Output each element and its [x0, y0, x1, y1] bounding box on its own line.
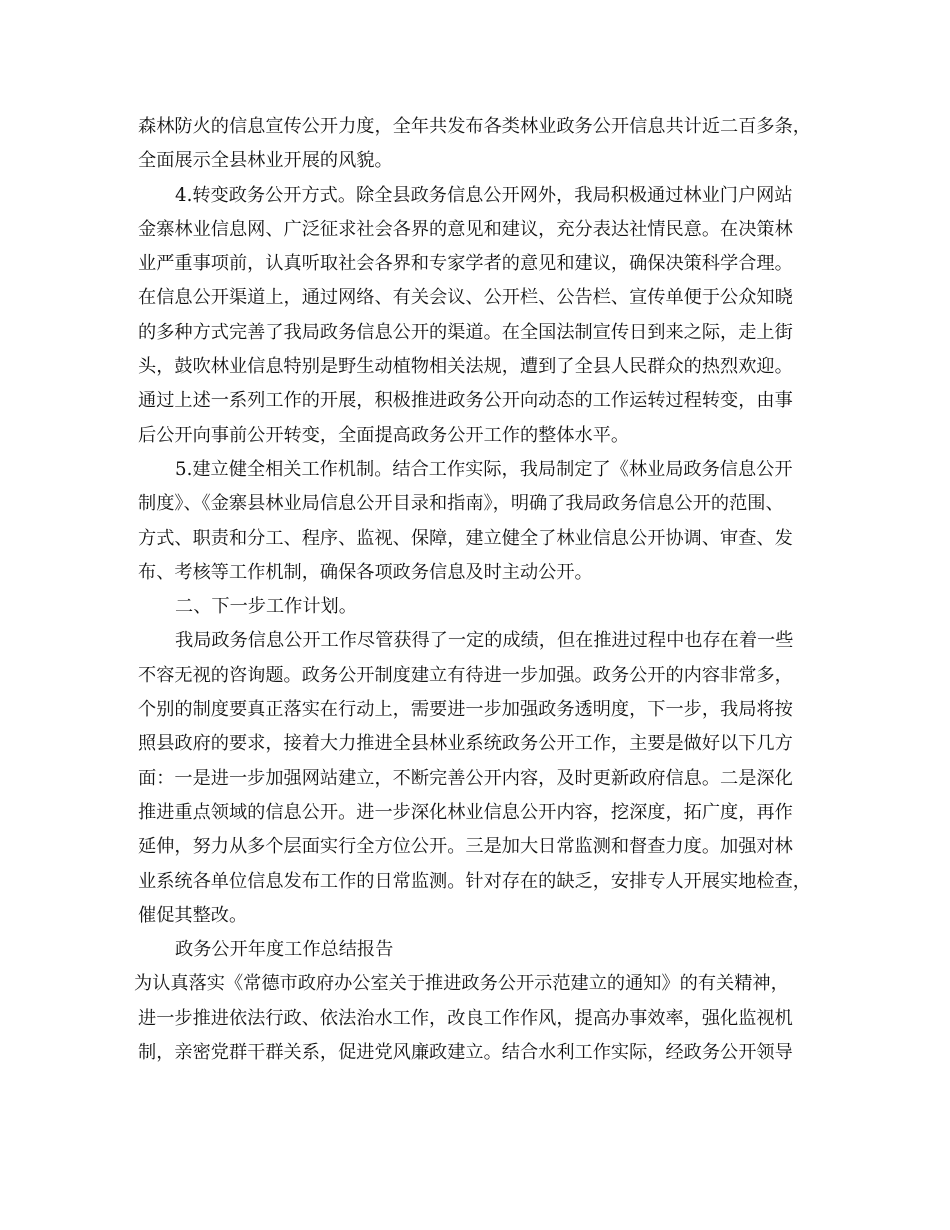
text-line: 在信息公开渠道上，通过网络、有关会议、公开栏、公告栏、宣传单便于公众知晓: [138, 287, 793, 309]
section-heading: 二、下一步工作计划。: [175, 596, 357, 618]
paragraph-start-line: 4.转变政务公开方式。除全县政务信息公开网外，我局积极通过林业门户网站: [175, 184, 793, 206]
paragraph-start-line: 5.建立健全相关工作机制。结合工作实际，我局制定了《林业局政务信息公开: [175, 458, 793, 480]
text-line: 面：一是进一步加强网站建立，不断完善公开内容，及时更新政府信息。二是深化: [138, 767, 793, 789]
text-line: 制，亲密党群干群关系，促进党风廉政建立。结合水利工作实际，经政务公开领导: [138, 1042, 793, 1064]
text-line: 制度》、《金寨县林业局信息公开目录和指南》，明确了我局政务信息公开的范围、: [138, 493, 784, 515]
text-line: 延伸，努力从多个层面实行全方位公开。三是加大日常监测和督查力度。加强对林: [138, 836, 793, 858]
text-line: 为认真落实《常德市政府办公室关于推进政务公开示范建立的通知》的有关精神，: [134, 973, 789, 995]
text-line: 不容无视的咨询题。政务公开制度建立有待进一步加强。政务公开的内容非常多，: [138, 664, 793, 686]
text-line: 方式、职责和分工、程序、监视、保障，建立健全了林业信息公开协调、审查、发: [138, 527, 793, 549]
text-line: 进一步推进依法行政、依法治水工作，改良工作作风，提高办事效率，强化监视机: [138, 1007, 793, 1029]
text-line: 头，鼓吹林业信息特别是野生动植物相关法规，遭到了全县人民群众的热烈欢迎。: [138, 356, 793, 378]
text-line: 推进重点领域的信息公开。进一步深化林业信息公开内容，挖深度，拓广度，再作: [138, 801, 793, 823]
text-line: 的多种方式完善了我局政务信息公开的渠道。在全国法制宣传日到来之际，走上街: [138, 321, 793, 343]
text-line: 业系统各单位信息发布工作的日常监测。针对存在的缺乏，安排专人开展实地检查，: [138, 870, 811, 892]
text-line: 全面展示全县林业开展的风貌。: [138, 150, 393, 172]
text-line: 森林防火的信息宣传公开力度，全年共发布各类林业政务公开信息共计近二百多条，: [138, 116, 811, 137]
document-body: [134, 110, 828, 1070]
paragraph-start-line: 我局政务信息公开工作尽管获得了一定的成绩，但在推进过程中也存在着一些: [175, 630, 794, 652]
text-line: 通过上述一系列工作的开展，积极推进政务公开向动态的工作运转过程转变，由事: [138, 390, 793, 412]
report-title: 政务公开年度工作总结报告: [175, 939, 394, 961]
text-line: 金寨林业信息网、广泛征求社会各界的意见和建议，充分表达社情民意。在决策林: [138, 218, 793, 240]
text-line: 后公开向事前公开转变，全面提高政务公开工作的整体水平。: [138, 424, 630, 446]
text-line: 个别的制度要真正落实在行动上，需要进一步加强政务透明度，下一步，我局将按: [138, 699, 793, 721]
text-line: 业严重事项前，认真听取社会各界和专家学者的意见和建议，确保决策科学合理。: [138, 253, 793, 275]
text-line: 照县政府的要求，接着大力推进全县林业系统政务公开工作，主要是做好以下几方: [138, 733, 793, 755]
text-line: 布、考核等工作机制，确保各项政务信息及时主动公开。: [138, 561, 593, 583]
text-line: 催促其整改。: [138, 904, 248, 926]
